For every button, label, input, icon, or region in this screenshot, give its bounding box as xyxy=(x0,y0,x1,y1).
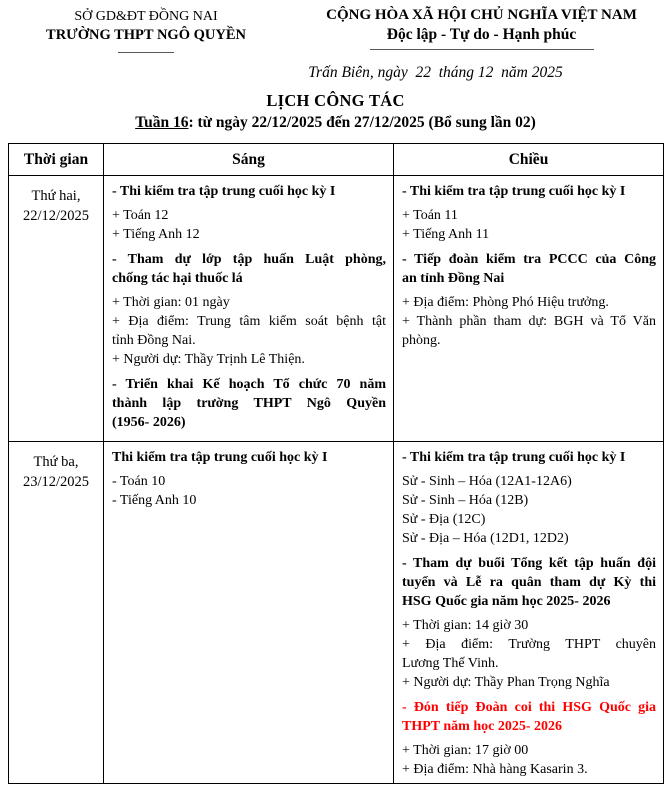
national-motto: Độc lập - Tự do - Hạnh phúc xyxy=(386,26,577,43)
week-range-text: : từ ngày 22/12/2025 đến 27/12/2025 (Bổ sung lần 02) xyxy=(188,114,536,131)
day-cell xyxy=(9,176,104,442)
schedule-detail xyxy=(402,760,656,779)
schedule-detail xyxy=(402,225,656,244)
schedule-detail xyxy=(402,529,656,548)
schedule-detail xyxy=(402,635,656,673)
text-line: - Thi kiểm tra tập trung cuối học kỳ I xyxy=(402,450,626,465)
text-line: - Tiếp đoàn kiểm tra PCCC của Công xyxy=(402,252,656,267)
schedule-detail xyxy=(402,673,656,692)
schedule-detail xyxy=(402,312,656,350)
country-heading: CỘNG HÒA XÃ HỘI CHỦ NGHĨA VIỆT NAM xyxy=(326,7,637,23)
text-line: + Thời gian: 01 ngày xyxy=(112,295,230,310)
schedule-detail xyxy=(112,350,386,369)
schedule-detail xyxy=(402,616,656,635)
afternoon-cell xyxy=(394,176,664,442)
table-header-row xyxy=(9,144,664,176)
text-line: + Địa điểm: Trung tâm kiểm soát bệnh tật xyxy=(112,314,386,329)
text-line: thành lập trường THPT Ngô Quyền xyxy=(112,396,386,411)
schedule-activity-title xyxy=(402,250,656,288)
text-line: + Toán 12 xyxy=(112,208,169,223)
schedule-activity-title xyxy=(402,448,656,467)
text-line: + Địa điểm: Phòng Phó Hiệu trưởng. xyxy=(402,295,609,310)
morning-cell xyxy=(104,442,394,784)
schedule-detail xyxy=(402,206,656,225)
text-line: + Người dự: Thầy Trịnh Lê Thiện. xyxy=(112,352,305,367)
day-name: Thứ ba, xyxy=(33,454,79,470)
text-line: - Toán 10 xyxy=(112,474,166,489)
text-line: + Địa điểm: Nhà hàng Kasarin 3. xyxy=(402,762,588,777)
schedule-detail xyxy=(112,472,386,491)
schedule-detail xyxy=(112,293,386,312)
text-line: HSG Quốc gia năm học 2025- 2026 xyxy=(402,594,611,609)
text-line: + Tiếng Anh 11 xyxy=(402,227,490,242)
table-row xyxy=(9,176,664,442)
text-line: - Tham dự buổi Tổng kết tập huấn đội xyxy=(402,556,656,571)
text-line: phòng. xyxy=(402,333,441,348)
text-line: (1956- 2026) xyxy=(112,415,186,430)
text-line: Sử - Sinh – Hóa (12B) xyxy=(402,493,529,508)
department-name: SỞ GD&ĐT ĐỒNG NAI xyxy=(74,9,218,24)
text-line: tuyển và Lễ ra quân tham dự Kỳ thi xyxy=(402,575,656,590)
day-date: 23/12/2025 xyxy=(22,474,90,490)
text-line: Sử - Địa (12C) xyxy=(402,512,486,527)
text-line: - Tiếng Anh 10 xyxy=(112,493,197,508)
table-row xyxy=(9,442,664,784)
text-line: - Thi kiểm tra tập trung cuối học kỳ I xyxy=(402,184,626,199)
schedule-detail xyxy=(402,510,656,529)
schedule-activity-title xyxy=(402,182,656,201)
afternoon-cell xyxy=(394,442,664,784)
text-line: + Toán 11 xyxy=(402,208,458,223)
text-line: + Người dự: Thầy Phan Trọng Nghĩa xyxy=(402,675,610,690)
schedule-activity-title xyxy=(112,448,386,467)
text-line: THPT năm học 2025- 2026 xyxy=(402,719,562,734)
schedule-detail xyxy=(112,225,386,244)
text-line: + Địa điểm: Trường THPT chuyên xyxy=(402,637,656,652)
schedule-activity-title xyxy=(112,375,386,432)
text-line: - Đón tiếp Đoàn coi thi HSG Quốc gia xyxy=(402,700,656,715)
schedule-activity-title xyxy=(112,182,386,201)
column-header-afternoon: Chiều xyxy=(394,144,664,176)
left-divider-rule xyxy=(118,52,174,53)
text-line: Lương Thế Vinh. xyxy=(402,656,499,671)
schedule-activity-title xyxy=(402,554,656,611)
schedule-detail xyxy=(112,312,386,350)
issuing-org-block xyxy=(0,6,292,83)
national-motto-block xyxy=(292,6,671,83)
text-line: + Thời gian: 14 giờ 30 xyxy=(402,618,529,633)
schedule-detail xyxy=(112,491,386,510)
text-line: + Thành phần tham dự: BGH và Tổ Văn xyxy=(402,314,656,329)
text-line: - Triển khai Kế hoạch Tổ chức 70 năm xyxy=(112,377,386,392)
right-divider-rule xyxy=(370,49,594,50)
day-date: 22/12/2025 xyxy=(22,208,90,224)
text-line: + Tiếng Anh 12 xyxy=(112,227,200,242)
schedule-detail xyxy=(402,491,656,510)
text-line: chống tác hại thuốc lá xyxy=(112,271,243,286)
text-line: Thi kiểm tra tập trung cuối học kỳ I xyxy=(112,450,328,465)
day-name: Thứ hai, xyxy=(31,188,81,204)
week-label: Tuần 16 xyxy=(135,114,189,131)
day-cell xyxy=(9,442,104,784)
schedule-activity-title xyxy=(112,250,386,288)
text-line: - Tham dự lớp tập huấn Luật phòng, xyxy=(112,252,386,267)
text-line: an tỉnh Đồng Nai xyxy=(402,271,505,286)
text-line: - Thi kiểm tra tập trung cuối học kỳ I xyxy=(112,184,336,199)
text-line: + Thời gian: 17 giờ 00 xyxy=(402,743,529,758)
text-line: Sử - Địa – Hóa (12D1, 12D2) xyxy=(402,531,569,546)
schedule-table xyxy=(8,143,664,784)
document-header xyxy=(0,6,671,83)
schedule-detail xyxy=(402,293,656,312)
school-name: TRƯỜNG THPT NGÔ QUYỀN xyxy=(46,27,246,43)
schedule-activity-title xyxy=(402,698,656,736)
document-title: LỊCH CÔNG TÁC xyxy=(266,91,405,110)
schedule-detail xyxy=(402,741,656,760)
document-subtitle xyxy=(0,113,671,133)
column-header-time: Thời gian xyxy=(9,144,104,176)
schedule-detail xyxy=(402,472,656,491)
morning-cell xyxy=(104,176,394,442)
column-header-morning: Sáng xyxy=(104,144,394,176)
text-line: Sử - Sinh – Hóa (12A1-12A6) xyxy=(402,474,572,489)
schedule-detail xyxy=(112,206,386,225)
text-line: tỉnh Đồng Nai. xyxy=(112,333,196,348)
place-date-line: Trấn Biên, ngày 22 tháng 12 năm 2025 xyxy=(308,64,563,81)
